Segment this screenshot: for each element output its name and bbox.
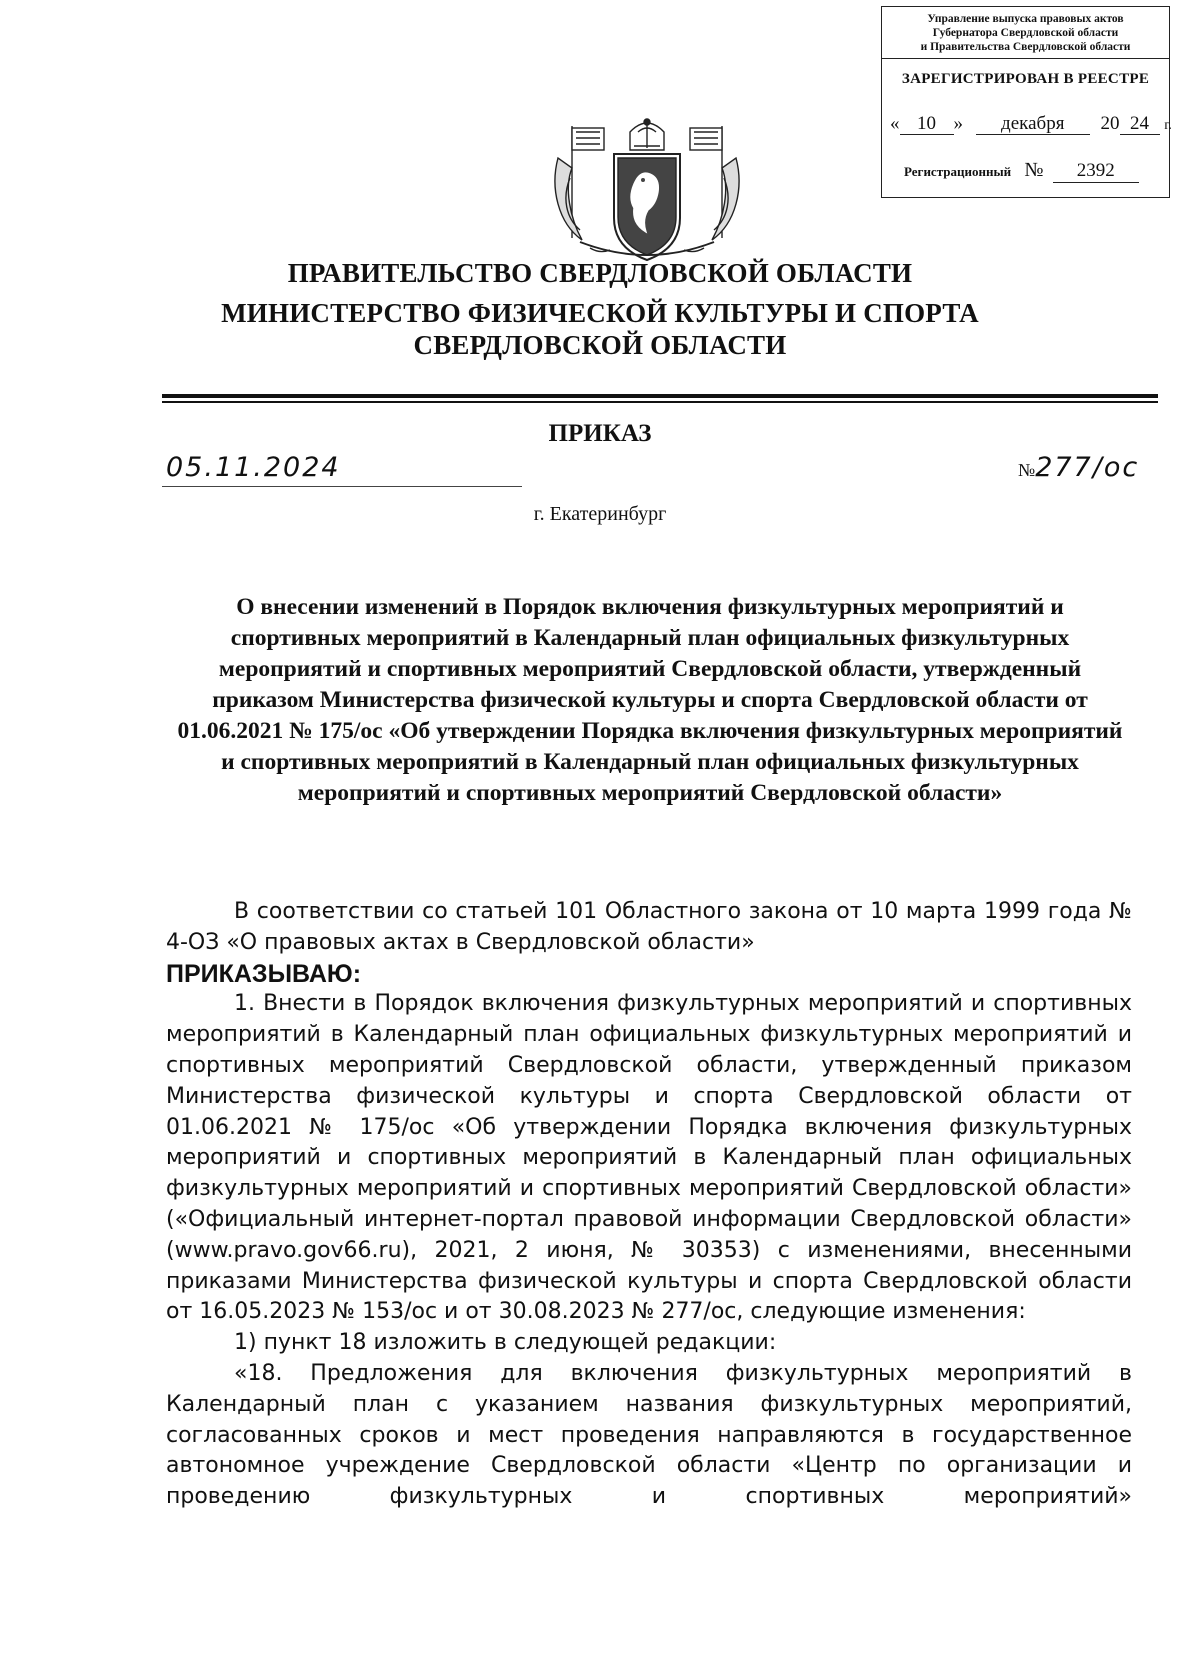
stamp-number-symbol: № <box>1024 159 1044 181</box>
ministry-name-line2: СВЕРДЛОВСКОЙ ОБЛАСТИ <box>413 330 787 360</box>
document-number-field <box>1018 452 1139 483</box>
stamp-authority-line: Управление выпуска правовых актов <box>927 13 1124 25</box>
document-date-field <box>162 452 522 487</box>
document-number-handwritten: 277/ос <box>1035 452 1140 483</box>
preamble-paragraph: В соответствии со статьей 101 Областного закона от 10 марта 1999 года № 4-ОЗ «О правовых актах в Свердловской области» <box>166 899 1132 955</box>
stamp-day: 10 <box>900 114 954 135</box>
order-word: ПРИКАЗЫВАЮ: <box>166 959 362 988</box>
document-type: ПРИКАЗ <box>548 420 652 447</box>
document-subject: О внесении изменений в Порядок включения физкультурных мероприятий и спортивных мероприятий в Календарный план официальных физкультурных мероприятий и спортивных мероприятий Свердловской области, утвержденный приказом Министерства физической культуры и спорта Свердловской области от 01.06.2021 № 175/ос «Об утверждении Порядка включения физкультурных мероприятий и спортивных мероприятий в Календарный план официальных физкультурных мероприятий и спортивных мероприятий Свердловской области» <box>177 594 1123 806</box>
stamp-quote-open: « <box>890 113 900 134</box>
stamp-year-unit: г. <box>1164 118 1172 133</box>
document-city: г. Екатеринбург <box>533 503 667 525</box>
stamp-year-prefix: 20 <box>1100 113 1120 134</box>
document-body <box>166 897 1132 1513</box>
stamp-date <box>890 113 1172 135</box>
subitem-1-paragraph: 1) пункт 18 изложить в следующей редакции: <box>234 1330 777 1356</box>
clause-18-paragraph: «18. Предложения для включения физкультурных мероприятий в Календарный план с указанием названия физкультурных мероприятий, согласованных сроков и мест проведения направляются в государственное автономное учреждение Свердловской области «Центр по организации и проведению физкультурных и спортивных мероприятий» <box>166 1360 1132 1510</box>
coat-of-arms-icon <box>550 118 744 268</box>
government-name: ПРАВИТЕЛЬСТВО СВЕРДЛОВСКОЙ ОБЛАСТИ <box>287 258 913 288</box>
stamp-authority-line: и Правительства Свердловской области <box>920 41 1131 53</box>
stamp-registered-label: ЗАРЕГИСТРИРОВАН В РЕЕСТРЕ <box>901 71 1150 87</box>
stamp-year-suffix: 24 <box>1120 114 1160 135</box>
stamp-authority <box>882 7 1169 59</box>
registration-stamp <box>881 6 1170 198</box>
document-number-symbol: № <box>1018 460 1036 480</box>
stamp-reg-number: 2392 <box>1053 160 1139 183</box>
document-date-handwritten: 05.11.2024 <box>166 452 341 483</box>
stamp-month: декабря <box>976 114 1090 135</box>
header-rule-thin <box>162 401 1158 403</box>
ministry-name-line1: МИНИСТЕРСТВО ФИЗИЧЕСКОЙ КУЛЬТУРЫ И СПОРТА <box>221 298 979 328</box>
stamp-reg-label: Регистрационный <box>904 164 1012 179</box>
header-rule-thick <box>162 394 1158 398</box>
item-1-paragraph: 1. Внести в Порядок включения физкультурных мероприятий и спортивных мероприятий в Календарный план официальных физкультурных мероприятий и спортивных мероприятий Свердловской области, утвержденный приказом Министерства физической культуры и спорта Свердловской области от 01.06.2021 № 175/ос «Об утверждении Порядка включения физкультурных мероприятий и спортивных мероприятий в Календарный план официальных физкультурных мероприятий и спортивных мероприятий Свердловской области» («Официальный интернет-портал правовой информации Свердловской области» (www.pravo.gov66.ru), 2021, 2 июня, № 30353) с изменениями, внесенными приказами Министерства физической культуры и спорта Свердловской области от 16.05.2023 № 153/ос и от 30.08.2023 № 277/ос, следующие изменения: <box>166 991 1132 1325</box>
stamp-reg-number-row <box>904 159 1139 183</box>
stamp-authority-line: Губернатора Свердловской области <box>932 27 1119 39</box>
stamp-quote-close: » <box>953 113 963 134</box>
